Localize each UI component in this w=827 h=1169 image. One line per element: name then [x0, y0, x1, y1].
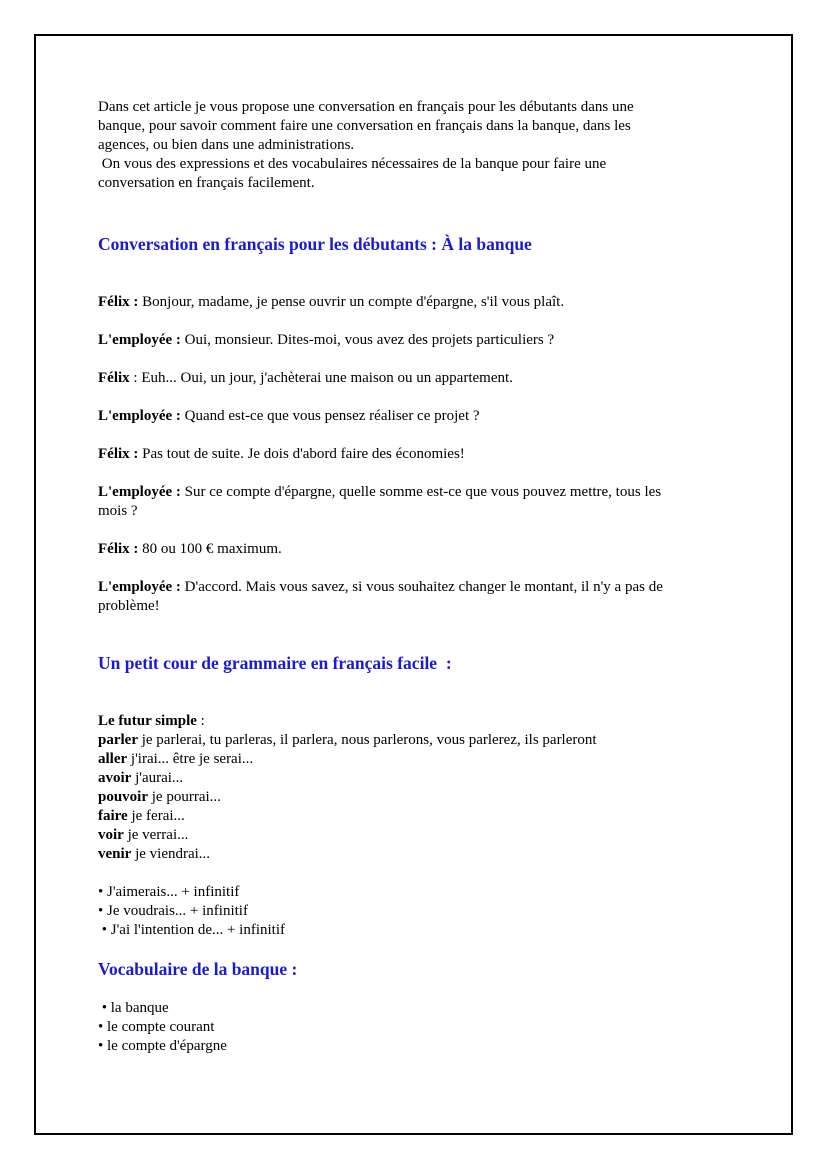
verb: parler	[98, 732, 138, 748]
article-body	[98, 98, 738, 1056]
verb-line	[98, 845, 738, 864]
dialogue-line	[98, 578, 738, 616]
dialogue-text-continued: mois ?	[98, 503, 138, 519]
speaker: L'employée :	[98, 408, 181, 424]
section-heading-grammar: Un petit cour de grammaire en français facile :	[98, 653, 452, 673]
dialogue-text-continued: problème!	[98, 598, 160, 614]
dialogue-text: Sur ce compte d'épargne, quelle somme est-ce que vous pouvez mettre, tous les	[180, 484, 662, 500]
intro-paragraph	[98, 98, 738, 193]
section-heading-vocabulary: Vocabulaire de la banque :	[98, 959, 298, 979]
dialogue-text: Quand est-ce que vous pensez réaliser ce projet ?	[180, 408, 480, 424]
verb-forms: je verrai...	[123, 827, 189, 843]
speaker: Félix :	[98, 294, 139, 310]
list-item: • la banque	[98, 1000, 169, 1016]
dialogue	[98, 293, 738, 616]
speaker: L'employée :	[98, 484, 181, 500]
verb: aller	[98, 751, 128, 767]
verb: avoir	[98, 770, 132, 786]
verb: voir	[98, 827, 124, 843]
dialogue-text: Pas tout de suite. Je dois d'abord faire des économies!	[138, 446, 465, 462]
intro-line: Dans cet article je vous propose une conversation en français pour les débutants dans une	[98, 99, 634, 115]
speaker: Félix :	[98, 541, 139, 557]
verb-line	[98, 807, 738, 826]
verb-line	[98, 826, 738, 845]
speaker: L'employée :	[98, 579, 181, 595]
dialogue-text: Oui, monsieur. Dites-moi, vous avez des projets particuliers ?	[180, 332, 555, 348]
verb-forms: j'irai... être je serai...	[127, 751, 254, 767]
dialogue-line	[98, 407, 738, 426]
intro-line: On vous des expressions et des vocabulaires nécessaires de la banque pour faire une	[98, 156, 607, 172]
intro-line: banque, pour savoir comment faire une conversation en français dans la banque, dans les	[98, 118, 631, 134]
dialogue-line	[98, 331, 738, 350]
grammar-block	[98, 712, 738, 864]
speaker: Félix	[98, 370, 130, 386]
dialogue-line	[98, 540, 738, 559]
dialogue-line	[98, 369, 738, 388]
vocabulary-list	[98, 999, 738, 1056]
dialogue-line	[98, 483, 738, 521]
speaker: Félix :	[98, 446, 139, 462]
verb-forms: je parlerai, tu parleras, il parlera, nous parlerons, vous parlerez, ils parleront	[137, 732, 597, 748]
section-heading-conversation: Conversation en français pour les débutants : À la banque	[98, 234, 532, 254]
verb: faire	[98, 808, 128, 824]
speaker: L'employée :	[98, 332, 181, 348]
dialogue-text: 80 ou 100 € maximum.	[138, 541, 282, 557]
verb-forms: je viendrai...	[131, 846, 211, 862]
intro-line: conversation en français facilement.	[98, 175, 315, 191]
verb-line	[98, 769, 738, 788]
dialogue-line	[98, 293, 738, 312]
list-item: • le compte courant	[98, 1019, 215, 1035]
verb-line	[98, 731, 738, 750]
dialogue-text: Bonjour, madame, je pense ouvrir un compte d'épargne, s'il vous plaît.	[138, 294, 565, 310]
dialogue-line	[98, 445, 738, 464]
verb-line	[98, 788, 738, 807]
verb-forms: j'aurai...	[131, 770, 184, 786]
list-item: • le compte d'épargne	[98, 1038, 227, 1054]
list-item: • Je voudrais... + infinitif	[98, 903, 248, 919]
intro-line: agences, ou bien dans une administrations.	[98, 137, 355, 153]
verb: pouvoir	[98, 789, 149, 805]
verb: venir	[98, 846, 132, 862]
dialogue-text: D'accord. Mais vous savez, si vous souhaitez changer le montant, il n'y a pas de	[180, 579, 663, 595]
list-item: • J'ai l'intention de... + infinitif	[98, 922, 286, 938]
verb-line	[98, 750, 738, 769]
list-item: • J'aimerais... + infinitif	[98, 884, 240, 900]
grammar-title: Le futur simple :	[98, 713, 205, 729]
dialogue-text: : Euh... Oui, un jour, j'achèterai une maison ou un appartement.	[129, 370, 513, 386]
verb-forms: je pourrai...	[148, 789, 221, 805]
expressions-list	[98, 883, 738, 940]
verb-forms: je ferai...	[127, 808, 185, 824]
